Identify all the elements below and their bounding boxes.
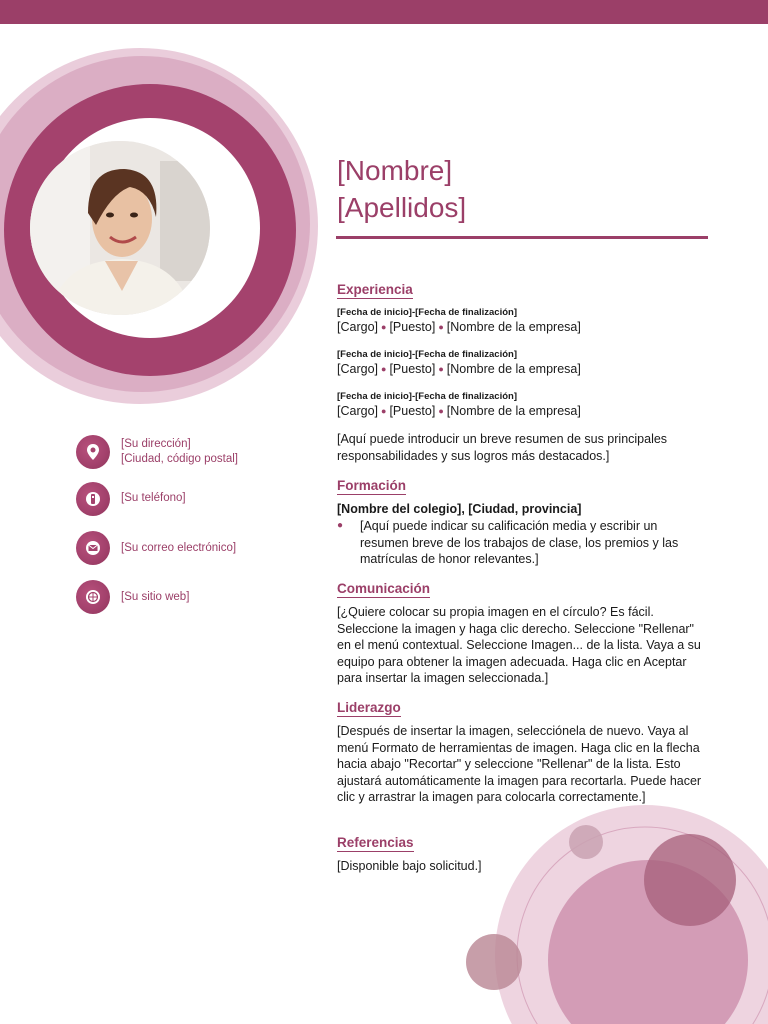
leadership-text: [Después de insertar la imagen, selecciónela de nuevo. Vaya al menú Formato de herramientas de imagen. Haga clic en la flecha hacia abajo "Recortar" y seleccione "Rellenar" de la lista. Esto ajustará automáticamente la imagen para recortarla. Puede hacer clic y arrastrar la imagen para colocarla correctamente.]: [337, 724, 702, 805]
address-line-2: [Ciudad, código postal]: [121, 453, 238, 465]
job-line: [Cargo] ● [Puesto] ● [Nombre de la empresa]: [337, 320, 581, 334]
job-entry: [337, 307, 717, 337]
location-pin-icon: [76, 435, 110, 469]
references-text: [Disponible bajo solicitud.]: [337, 859, 482, 873]
bullet-dot: ●: [337, 520, 344, 531]
last-name: [Apellidos]: [337, 192, 467, 223]
email-text: [Su correo electrónico]: [121, 542, 237, 554]
job-line: [Cargo] ● [Puesto] ● [Nombre de la empresa]: [337, 362, 581, 376]
phone-icon: [76, 482, 110, 516]
top-accent-bar: [0, 0, 768, 24]
job-dates: [Fecha de inicio]-[Fecha de finalización]: [337, 307, 517, 318]
name-divider: [336, 236, 708, 239]
section-title-leadership: Liderazgo: [337, 700, 401, 715]
section-title-communication: Comunicación: [337, 581, 431, 596]
communication-text: [¿Quiere colocar su propia imagen en el círculo? Es fácil. Seleccione la imagen y haga clic derecho. Seleccione "Rellenar" en el menú contextual. Seleccione Imagen... de la lista. Vaya a su equipo para obtener la imagen adecuada. Haga clic en Aceptar para insertar la imagen seleccionada.]: [337, 605, 701, 686]
job-dates: [Fecha de inicio]-[Fecha de finalización]: [337, 349, 517, 360]
contact-website: [76, 580, 316, 614]
job-entry: [337, 349, 717, 379]
section-title-experience: Experiencia: [337, 282, 413, 297]
education-bullet: [337, 518, 709, 568]
website-icon: [76, 580, 110, 614]
address-line-1: [Su dirección]: [121, 438, 191, 450]
section-title-references: Referencias: [337, 835, 414, 850]
contact-address: [76, 435, 316, 469]
email-icon: [76, 531, 110, 565]
name-heading: [337, 152, 466, 226]
school-name: [Nombre del colegio], [Ciudad, provincia]: [337, 502, 582, 516]
first-name: [Nombre]: [337, 155, 453, 186]
education-bullet-text: [Aquí puede indicar su calificación media y escribir un resumen breve de los trabajos de clase, los premios y las matrículas de honor relevantes.]: [360, 519, 679, 567]
profile-photo[interactable]: [30, 141, 210, 315]
woman-portrait-image: [30, 141, 210, 315]
website-text: [Su sitio web]: [121, 591, 190, 603]
phone-text: [Su teléfono]: [121, 492, 186, 504]
contact-phone: [76, 482, 316, 516]
contact-email: [76, 531, 316, 565]
experience-summary: [Aquí puede introducir un breve resumen de sus principales responsabilidades y sus logros más destacados.]: [337, 432, 668, 463]
job-line: [Cargo] ● [Puesto] ● [Nombre de la empresa]: [337, 404, 581, 418]
job-dates: [Fecha de inicio]-[Fecha de finalización]: [337, 391, 517, 402]
section-title-education: Formación: [337, 478, 407, 493]
job-entry: [337, 391, 717, 421]
